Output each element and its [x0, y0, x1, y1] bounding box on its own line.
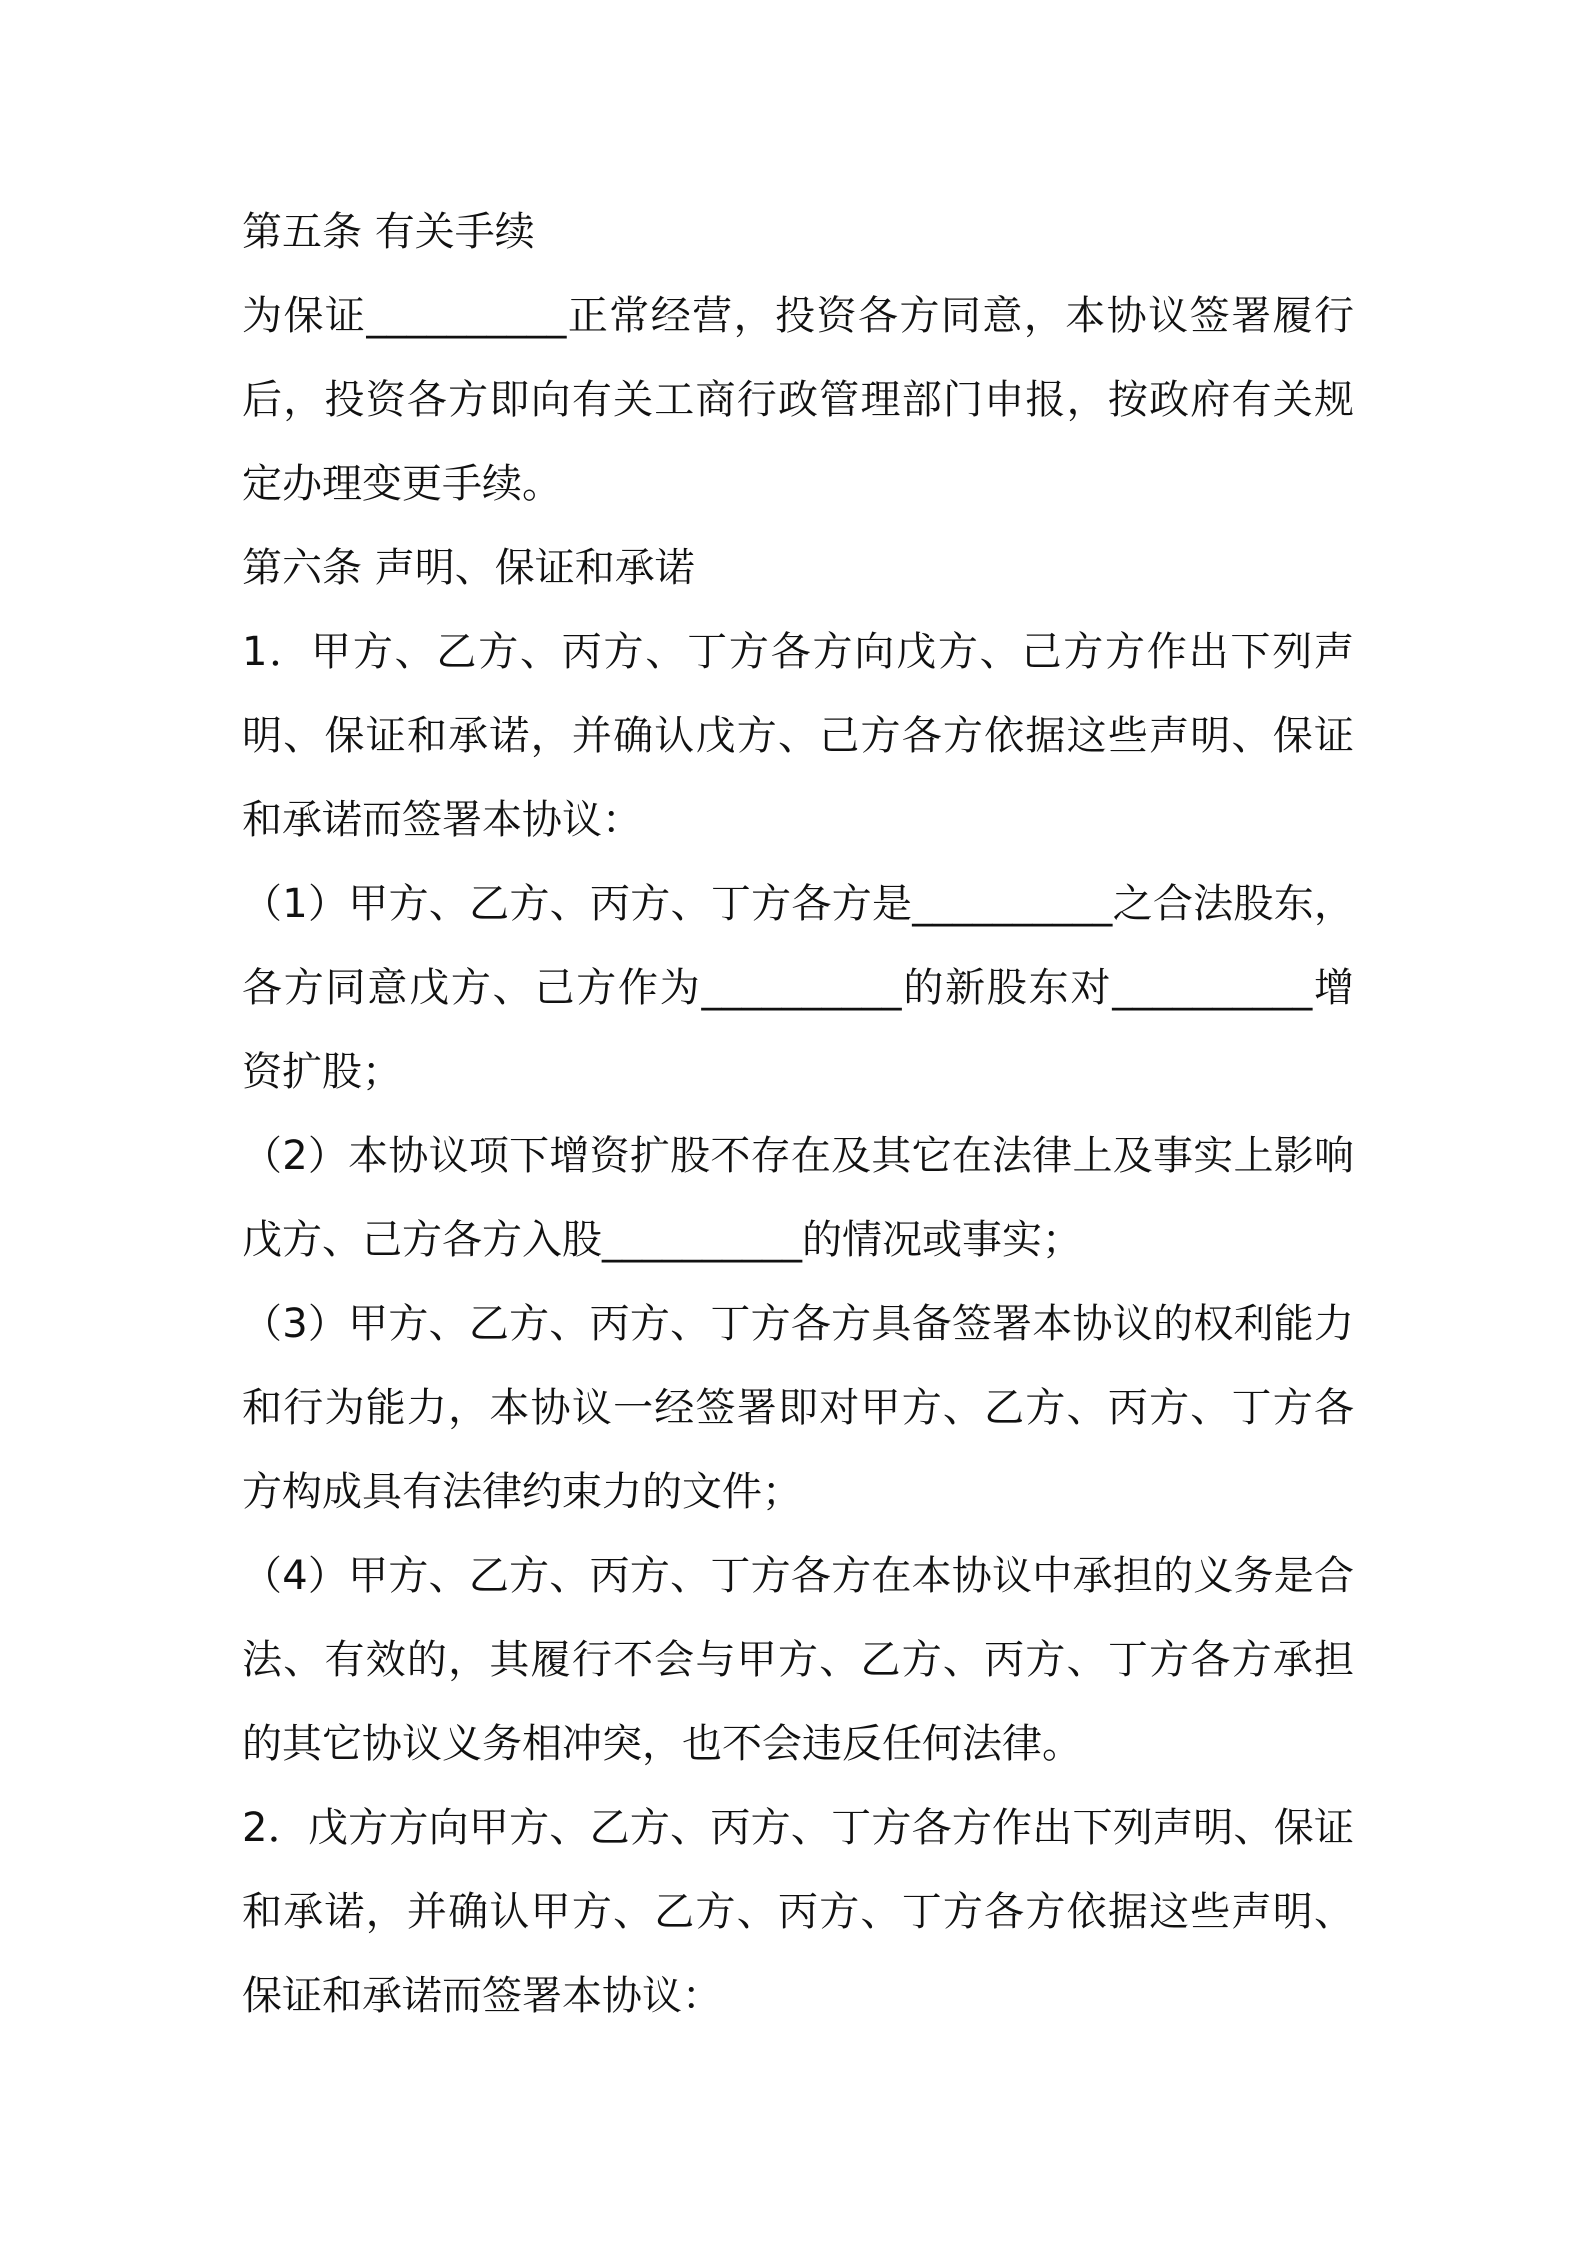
article-6-item-1: （1）甲方、乙方、丙方、丁方各方是__________之合法股东，各方同意戊方、己方作为__________的新股东对__________增资扩股；	[242, 881, 1354, 1095]
article-5-paragraph: 为保证__________正常经营，投资各方同意，本协议签署履行后，投资各方即向有关工商行政管理部门申报，按政府有关规定办理变更手续。	[242, 293, 1354, 507]
article-6-item-2: （2）本协议项下增资扩股不存在及其它在法律上及事实上影响戊方、己方各方入股__________的情况或事实；	[242, 1133, 1354, 1263]
article-6-clause-1: 1．甲方、乙方、丙方、丁方各方向戊方、己方方作出下列声明、保证和承诺，并确认戊方、己方各方依据这些声明、保证和承诺而签署本协议：	[242, 629, 1354, 843]
article-6-clause-2: 2．戊方方向甲方、乙方、丙方、丁方各方作出下列声明、保证和承诺，并确认甲方、乙方、丙方、丁方各方依据这些声明、保证和承诺而签署本协议：	[242, 1805, 1354, 2019]
article-6-item-4: （4）甲方、乙方、丙方、丁方各方在本协议中承担的义务是合法、有效的，其履行不会与甲方、乙方、丙方、丁方各方承担的其它协议义务相冲突，也不会违反任何法律。	[242, 1553, 1354, 1767]
article-5-title: 第五条 有关手续	[242, 209, 535, 255]
article-6-item-3: （3）甲方、乙方、丙方、丁方各方具备签署本协议的权利能力和行为能力，本协议一经签署即对甲方、乙方、丙方、丁方各方构成具有法律约束力的文件；	[242, 1301, 1354, 1515]
article-6-title: 第六条 声明、保证和承诺	[242, 545, 695, 591]
document-body	[242, 190, 1354, 2038]
